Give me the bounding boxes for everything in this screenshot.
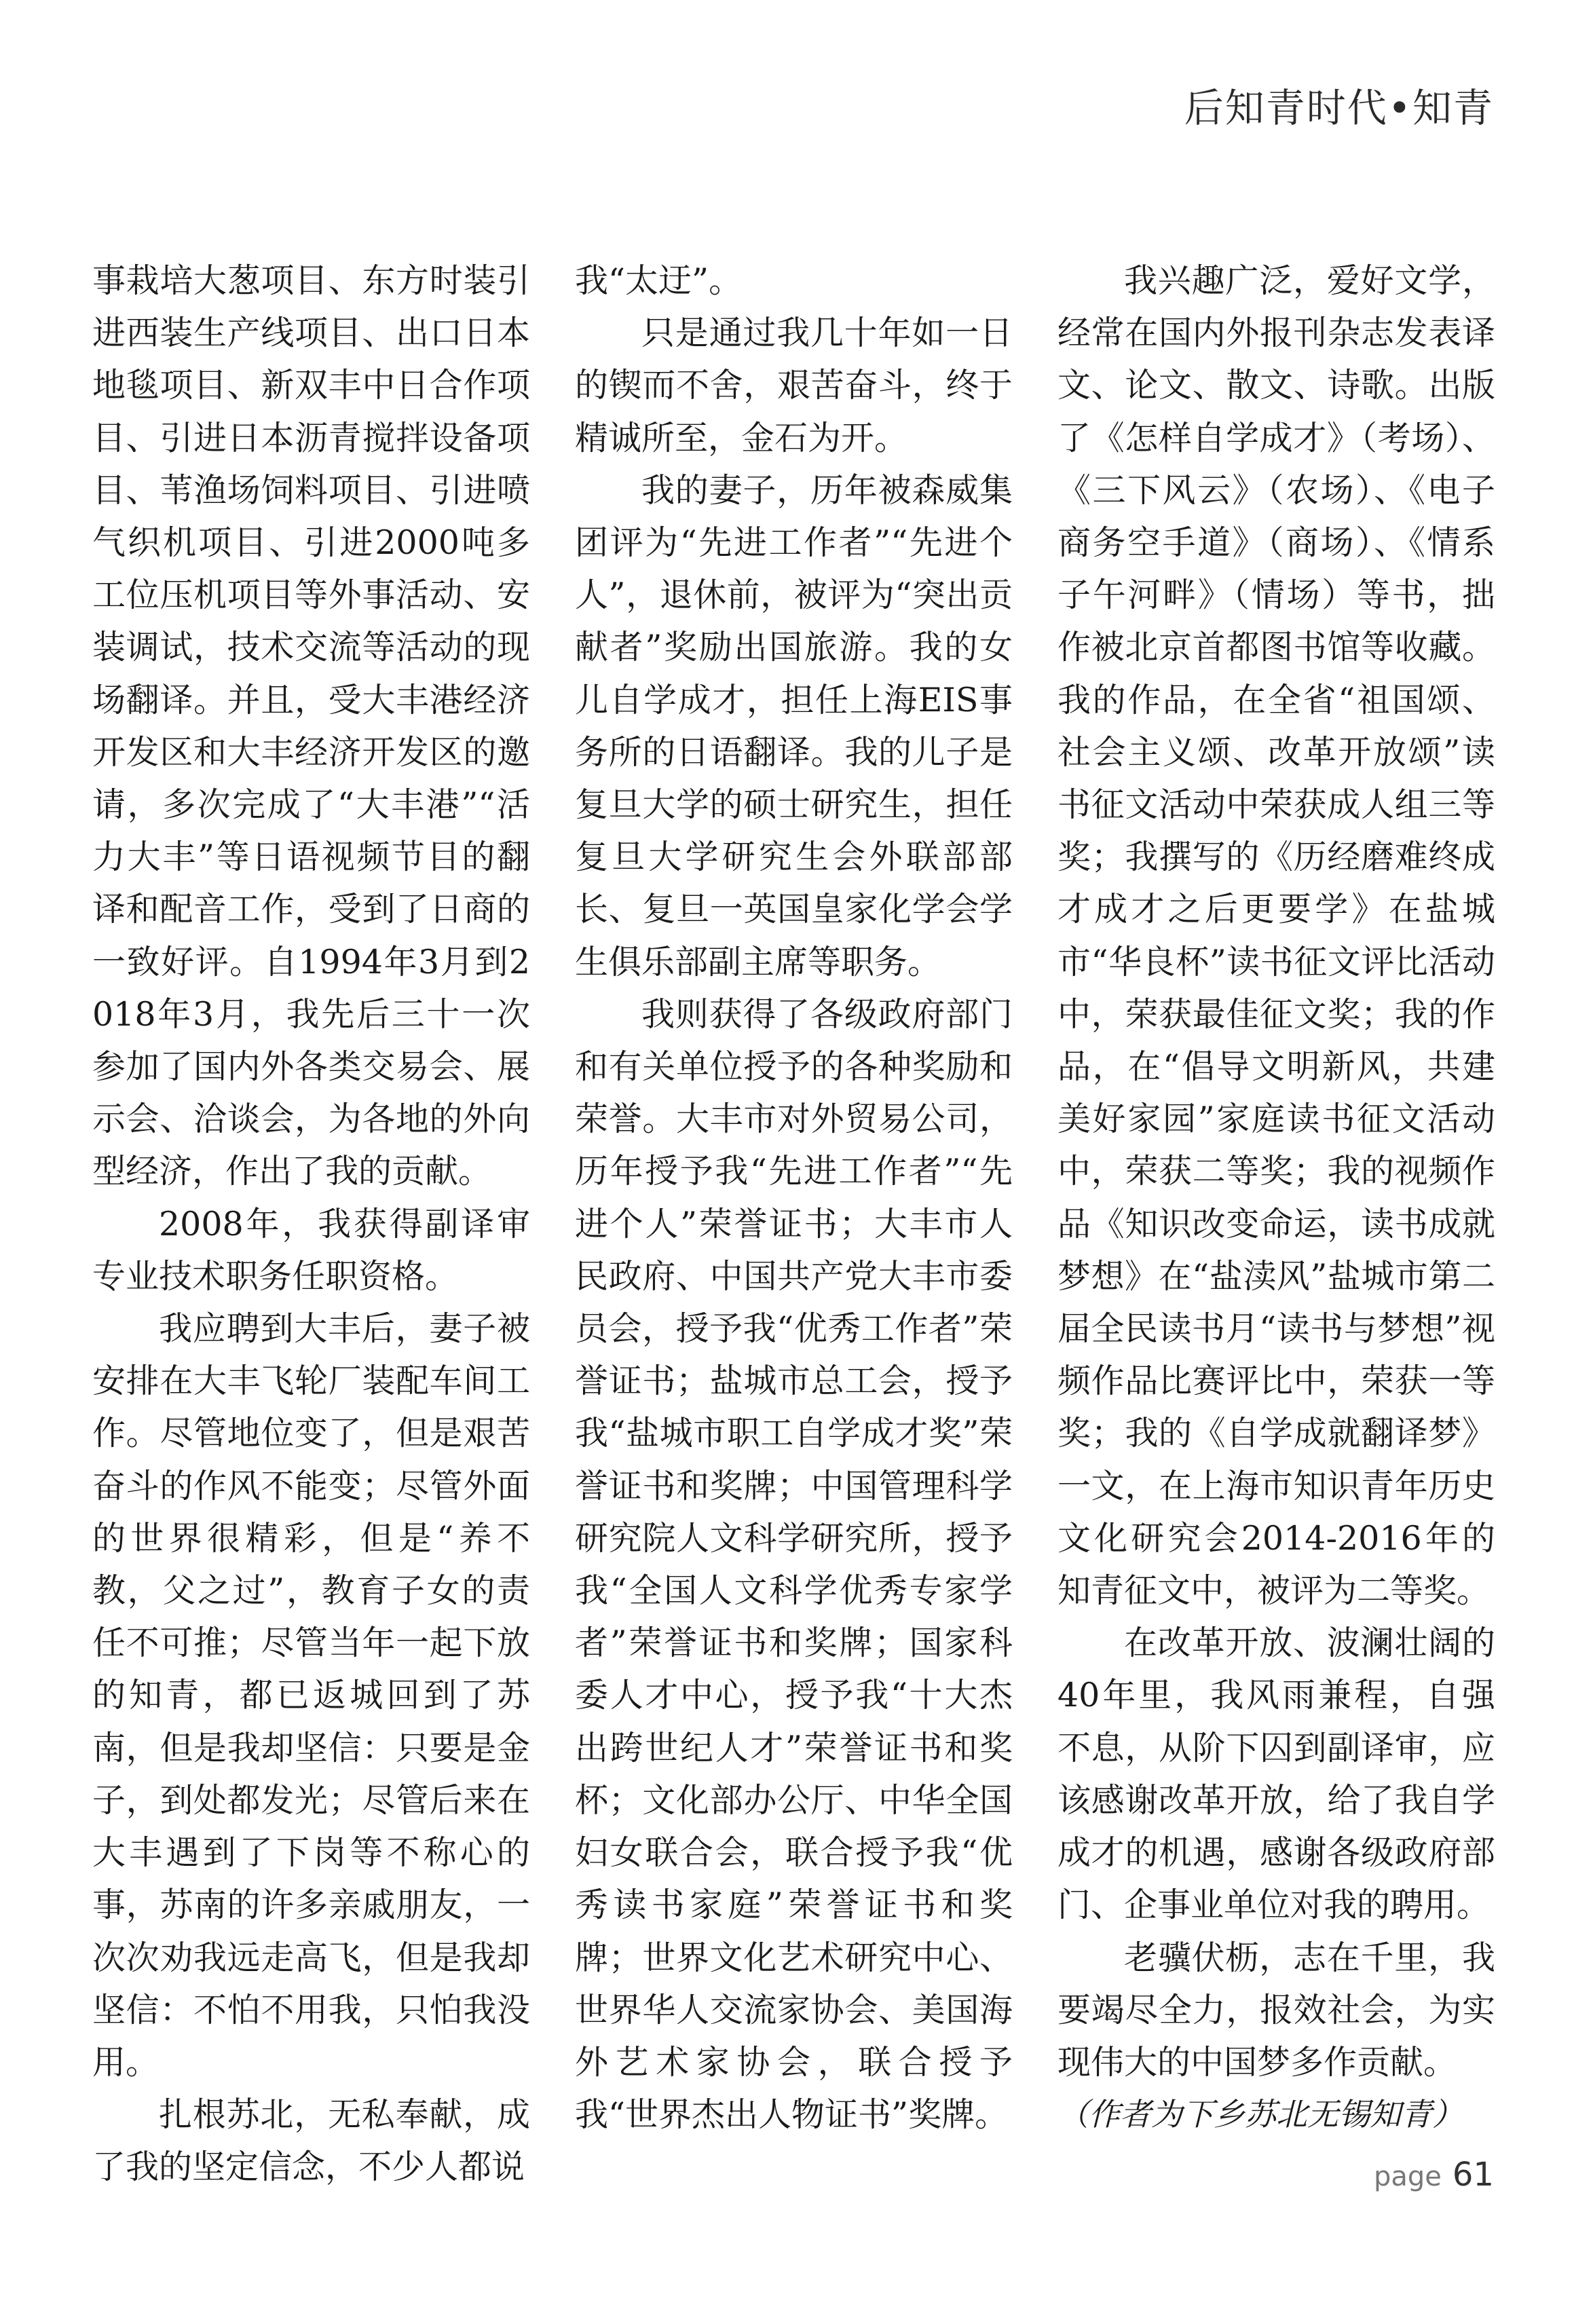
author-credit: （作者为下乡苏北无锡知青） <box>1057 2096 1463 2133</box>
page-word: page <box>1374 2161 1442 2192</box>
paragraph: 我应聘到大丰后，妻子被安排在大丰飞轮厂装配车间工作。尽管地位变了，但是艰苦奋斗的作风不能变；尽管外面的世界很精彩，但是“养不教，父之过”，教育子女的责任不可推；尽管当年一起下放的知青，都已返城回到了苏南，但是我却坚信：只要是金子，到处都发光；尽管后来在大丰遇到了下岗等不称心的事，苏南的许多亲戚朋友，一次次劝我远走高飞，但是我却坚信：不怕不用我，只怕我没用。 <box>92 1309 530 2082</box>
section-header: 后知青时代•知青 <box>1184 85 1494 131</box>
page-number-value: 61 <box>1452 2156 1494 2194</box>
text-column-3 <box>1057 255 1495 2133</box>
paragraph: 2008年，我获得副译审专业技术职务任职资格。 <box>92 1204 530 1296</box>
text-column-2 <box>575 255 1013 2135</box>
paragraph: 我则获得了各级政府部门和有关单位授予的各种奖励和荣誉。大丰市对外贸易公司，历年授予我“先进工作者”“先进个人”荣誉证书；大丰市人民政府、中国共产党大丰市委员会，授予我“优秀工作者”荣誉证书；盐城市总工会，授予我“盐城市职工自学成才奖”荣誉证书和奖牌；中国管理科学研究院人文科学研究所，授予我“全国人文科学优秀专家学者”荣誉证书和奖牌；国家科委人才中心，授予我“十大杰出跨世纪人才”荣誉证书和奖杯；文化部办公厅、中华全国妇女联合会，联合授予我“优秀读书家庭”荣誉证书和奖牌；世界文化艺术研究中心、世界华人交流家协会、美国海外艺术家协会，联合授予我“世界杰出人物证书”奖牌。 <box>575 994 1013 2135</box>
paragraph: 扎根苏北，无私奉献，成了我的坚定信念，不少人都说 <box>92 2095 530 2187</box>
paragraph: 老骥伏枥，志在千里，我要竭尽全力，报效社会，为实现伟大的中国梦多作贡献。 <box>1057 1938 1495 2082</box>
paragraph: 在改革开放、波澜壮阔的40年里，我风雨兼程，自强不息，从阶下囚到副译审，应该感谢改革开放，给了我自学成才的机遇，感谢各级政府部门、企事业单位对我的聘用。 <box>1057 1624 1495 1925</box>
paragraph: 我兴趣广泛，爱好文学，经常在国内外报刊杂志发表译文、论文、散文、诗歌。出版了《怎样自学成才》（考场）、《三下风云》（农场）、《电子商务空手道》（商场）、《情系子午河畔》（情场）等书，拙作被北京首都图书馆等收藏。我的作品，在全省“祖国颂、社会主义颂、改革开放颂”读书征文活动中荣获成人组三等奖；我撰写的《历经磨难终成才成才之后更要学》在盐城市“华良杯”读书征文评比活动中，荣获最佳征文奖；我的作品，在“倡导文明新风，共建美好家园”家庭读书征文活动中，荣获二等奖；我的视频作品《知识改变命运，读书成就梦想》在“盐渎风”盐城市第二届全民读书月“读书与梦想”视频作品比赛评比中，荣获一等奖；我的《自学成就翻译梦》一文，在上海市知识青年历史文化研究会2014-2016年的知青征文中，被评为二等奖。 <box>1057 261 1495 1611</box>
paragraph: 只是通过我几十年如一日的锲而不舍，艰苦奋斗，终于精诚所至，金石为开。 <box>575 314 1013 457</box>
page-number <box>1374 2156 1494 2194</box>
paragraph: 我的妻子，历年被森威集团评为“先进工作者”“先进个人”，退休前，被评为“突出贡献者”奖励出国旅游。我的女儿自学成才，担任上海EIS事务所的日语翻译。我的儿子是复旦大学的硕士研究生，担任复旦大学研究生会外联部部长、复旦一英国皇家化学会学生俱乐部副主席等职务。 <box>575 470 1013 981</box>
text-column-1 <box>92 255 530 2187</box>
paragraph: 事栽培大葱项目、东方时装引进西装生产线项目、出口日本地毯项目、新双丰中日合作项目、引进日本沥青搅拌设备项目、苇渔场饲料项目、引进喷气织机项目、引进2000吨多工位压机项目等外事活动、安装调试，技术交流等活动的现场翻译。并且，受大丰港经济开发区和大丰经济开发区的邀请，多次完成了“大丰港”“活力大丰”等日语视频节目的翻译和配音工作，受到了日商的一致好评。自1994年3月到2018年3月，我先后三十一次参加了国内外各类交易会、展示会、洽谈会，为各地的外向型经济，作出了我的贡献。 <box>92 261 530 1191</box>
paragraph: 我“太迂”。 <box>575 261 743 300</box>
